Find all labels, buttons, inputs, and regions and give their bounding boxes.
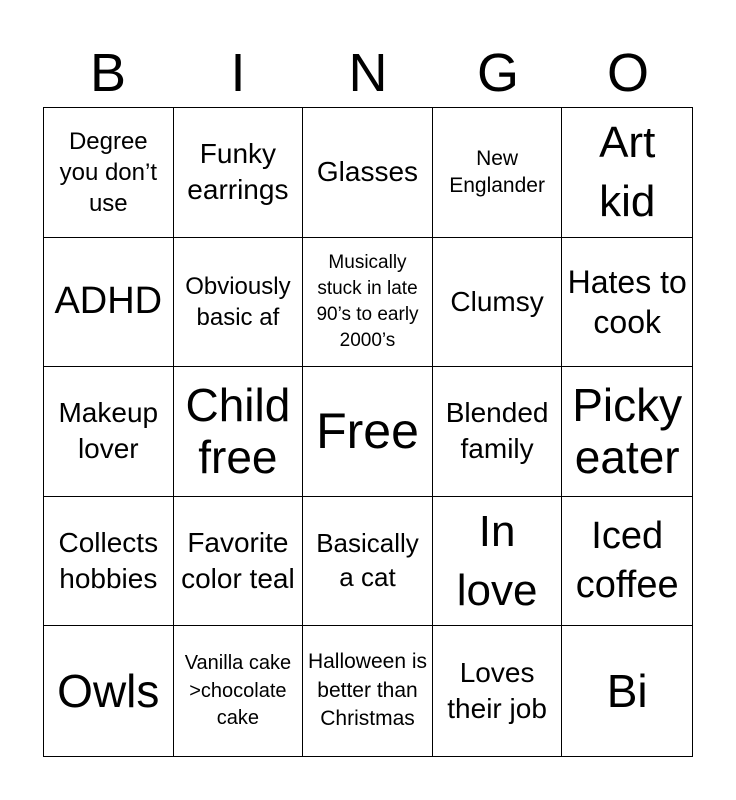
cell-label: Picky eater bbox=[572, 378, 683, 484]
header-letter-b: B bbox=[89, 43, 127, 103]
cell-label: Collects hobbies bbox=[58, 526, 159, 595]
cell-label: Art kid bbox=[599, 117, 656, 227]
bingo-cell-i3[interactable] bbox=[174, 367, 304, 497]
cell-label: Makeup lover bbox=[58, 397, 159, 465]
cell-label: Hates to cook bbox=[567, 263, 687, 340]
bingo-cell-g2[interactable] bbox=[433, 238, 563, 368]
header-letter-o: O bbox=[606, 43, 649, 103]
header-letter-n: N bbox=[348, 43, 388, 103]
bingo-cell-o3[interactable] bbox=[562, 367, 692, 497]
bingo-cell-o4[interactable] bbox=[562, 497, 692, 627]
bingo-cell-b3[interactable] bbox=[44, 367, 174, 497]
bingo-cell-o5[interactable] bbox=[562, 626, 692, 756]
cell-label: Basically a cat bbox=[316, 528, 419, 593]
bingo-cell-n1[interactable] bbox=[303, 108, 433, 238]
bingo-cell-g4[interactable] bbox=[433, 497, 563, 627]
cell-label: Halloween is better than Christmas bbox=[307, 650, 428, 731]
bingo-cell-o1[interactable] bbox=[562, 108, 692, 238]
cell-label: Glasses bbox=[316, 156, 419, 188]
bingo-cell-g1[interactable] bbox=[433, 108, 563, 238]
bingo-header bbox=[43, 40, 693, 106]
cell-label: Favorite color teal bbox=[181, 526, 295, 595]
bingo-cell-n4[interactable] bbox=[303, 497, 433, 627]
bingo-board bbox=[43, 107, 693, 757]
cell-label: Degree you don’t use bbox=[59, 127, 157, 217]
free-space-cell[interactable] bbox=[303, 367, 433, 497]
cell-label: Funky earrings bbox=[187, 137, 289, 206]
bingo-cell-n2[interactable] bbox=[303, 238, 433, 368]
cell-label: ADHD bbox=[54, 280, 163, 323]
cell-label: Blended family bbox=[445, 397, 549, 465]
header-letter-i: I bbox=[230, 43, 246, 103]
bingo-cell-o2[interactable] bbox=[562, 238, 692, 368]
cell-label: New Englander bbox=[449, 147, 545, 198]
cell-label: In love bbox=[456, 506, 538, 616]
cell-label: Musically stuck in late 90’s to early 2000’s bbox=[316, 252, 419, 351]
bingo-cell-i4[interactable] bbox=[174, 497, 304, 627]
cell-label: Bi bbox=[606, 664, 648, 717]
bingo-cell-i5[interactable] bbox=[174, 626, 304, 756]
header-letter-g: G bbox=[476, 43, 519, 103]
cell-label: Owls bbox=[57, 664, 160, 717]
cell-label: Vanilla cake >chocolate cake bbox=[184, 652, 292, 729]
bingo-cell-n5[interactable] bbox=[303, 626, 433, 756]
bingo-cell-b2[interactable] bbox=[44, 238, 174, 368]
cell-label: Clumsy bbox=[450, 285, 544, 317]
bingo-cell-b5[interactable] bbox=[44, 626, 174, 756]
bingo-cell-g3[interactable] bbox=[433, 367, 563, 497]
bingo-cell-g5[interactable] bbox=[433, 626, 563, 756]
cell-label: Obviously basic af bbox=[185, 272, 291, 331]
cell-label: Iced coffee bbox=[575, 514, 679, 607]
bingo-cell-i2[interactable] bbox=[174, 238, 304, 368]
bingo-cell-b4[interactable] bbox=[44, 497, 174, 627]
bingo-cell-i1[interactable] bbox=[174, 108, 304, 238]
bingo-cell-b1[interactable] bbox=[44, 108, 174, 238]
cell-label: Loves their job bbox=[447, 656, 547, 725]
cell-label: Free bbox=[316, 402, 419, 459]
cell-label: Child free bbox=[185, 378, 291, 484]
